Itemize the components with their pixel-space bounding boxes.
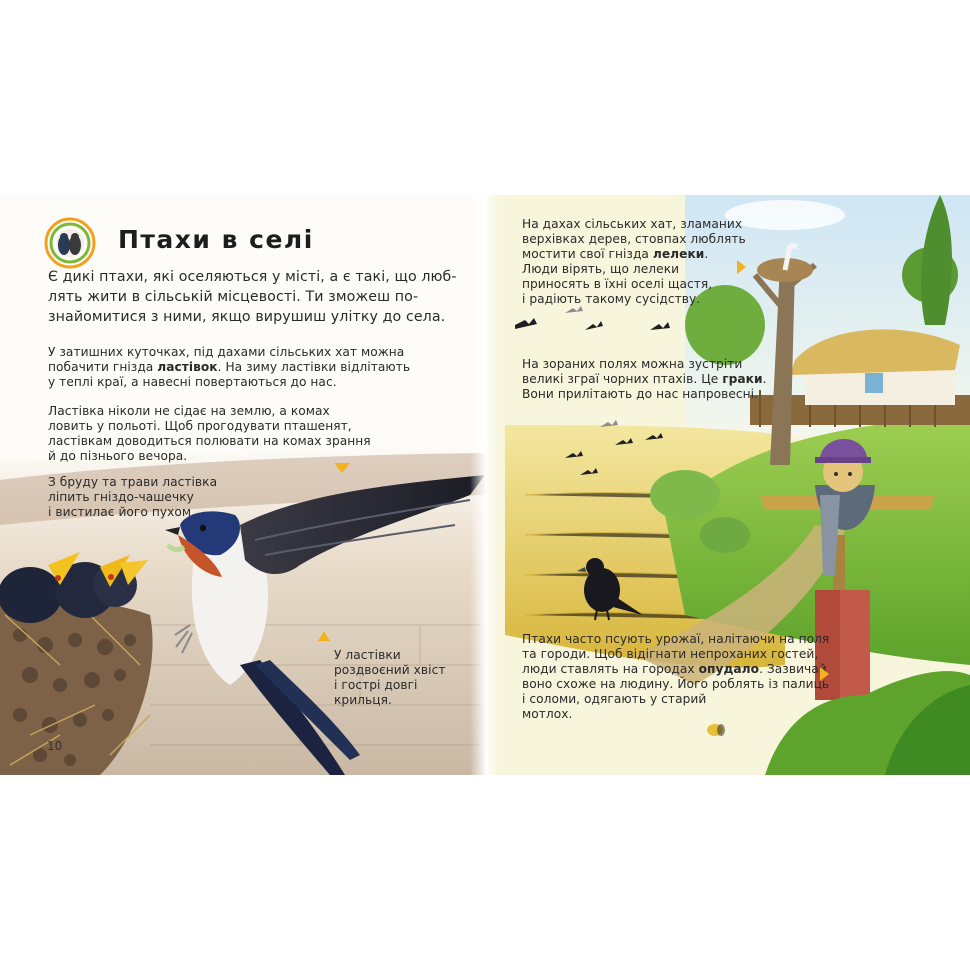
text-line: та городи. Щоб відігнати непроханих гостей, <box>522 647 819 661</box>
rooks-paragraph <box>522 357 822 402</box>
text-line: мотлох. <box>522 707 573 721</box>
text-line: і радіють такому сусідству. <box>522 292 701 306</box>
keyword-scarecrow: опудало <box>698 662 760 676</box>
right-page <box>485 195 970 775</box>
keyword-swallows: ластівок <box>157 360 218 374</box>
caption-line: З бруду та трави ластівка <box>48 475 218 489</box>
text-line: Вони прилітають до нас напровесні. <box>522 387 759 401</box>
triangle-marker-icon <box>737 260 746 274</box>
text-line <box>522 247 822 262</box>
text-span: . Зазвичай <box>759 662 827 676</box>
caption-line: роздвоєний хвіст <box>334 663 446 677</box>
text-span: мостити свої гнізда <box>522 247 653 261</box>
left-page <box>0 195 485 775</box>
caption-line: ліпить гніздо-чашечку <box>48 490 194 504</box>
text-line: На зораних полях можна зустріти <box>522 357 743 371</box>
text-line: ластівкам доводиться полювати на комах зрання <box>48 434 371 448</box>
intro-text <box>48 267 478 327</box>
text-line: приносять в їхні оселі щастя, <box>522 277 713 291</box>
text-line <box>522 662 842 677</box>
book-gutter <box>470 195 500 775</box>
text-line: у теплі краї, а навесні повертаються до нас. <box>48 375 337 389</box>
text-line <box>48 360 478 375</box>
text-line: Ластівка ніколи не сідає на землю, а комах <box>48 404 330 418</box>
text-line: воно схоже на людину. Його роблять із палиць <box>522 677 830 691</box>
text-line: Люди вірять, що лелеки <box>522 262 680 276</box>
caption-line: У ластівки <box>334 648 401 662</box>
text-line: У затишних куточках, під дахами сільських хат можна <box>48 345 405 359</box>
caption-line: і гострі довгі <box>334 678 418 692</box>
nest-caption <box>48 475 248 520</box>
text-span: побачити гнізда <box>48 360 158 374</box>
birds-badge-icon <box>44 217 96 269</box>
book-spread <box>0 195 970 775</box>
text-line: й до пізнього вечора. <box>48 449 188 463</box>
text-span: . <box>704 247 709 261</box>
text-line <box>522 372 822 387</box>
text-span: . На зиму ластівки відлітають <box>217 360 411 374</box>
intro-line: знайомитися з ними, якщо вирушиш улітку до села. <box>48 309 446 325</box>
triangle-marker-icon <box>820 667 829 681</box>
keyword-storks: лелеки <box>652 247 705 261</box>
triangle-marker-icon <box>318 631 330 641</box>
caption-line: крильця. <box>334 693 392 707</box>
text-line: і соломи, одягають у старий <box>522 692 707 706</box>
intro-line: лять жити в сільській місцевості. Ти зможеш по- <box>48 289 419 305</box>
page-title: Птахи в селі <box>118 225 314 254</box>
tail-caption <box>334 648 474 708</box>
keyword-rooks: граки <box>722 372 763 386</box>
intro-line: Є дикі птахи, які оселяються у місті, а є такі, що люб- <box>48 269 457 285</box>
text-span: люди ставлять на городах <box>522 662 699 676</box>
caption-line: і вистилає його пухом. <box>48 505 196 519</box>
page-number: 10 <box>47 739 63 753</box>
swallow-nest-paragraph <box>48 345 478 390</box>
text-line: верхівках дерев, стовпах люблять <box>522 232 746 246</box>
text-span: великі зграї чорних птахів. Це <box>522 372 723 386</box>
text-span: . <box>762 372 767 386</box>
swallow-hunting-paragraph <box>48 404 478 464</box>
triangle-marker-icon <box>334 463 350 473</box>
text-line: ловить у польоті. Щоб прогодувати пташенят, <box>48 419 352 433</box>
text-line: На дахах сільських хат, зламаних <box>522 217 743 231</box>
storks-paragraph <box>522 217 822 307</box>
text-line: Птахи часто псують урожаї, налітаючи на поля <box>522 632 830 646</box>
scarecrow-paragraph <box>522 632 842 722</box>
